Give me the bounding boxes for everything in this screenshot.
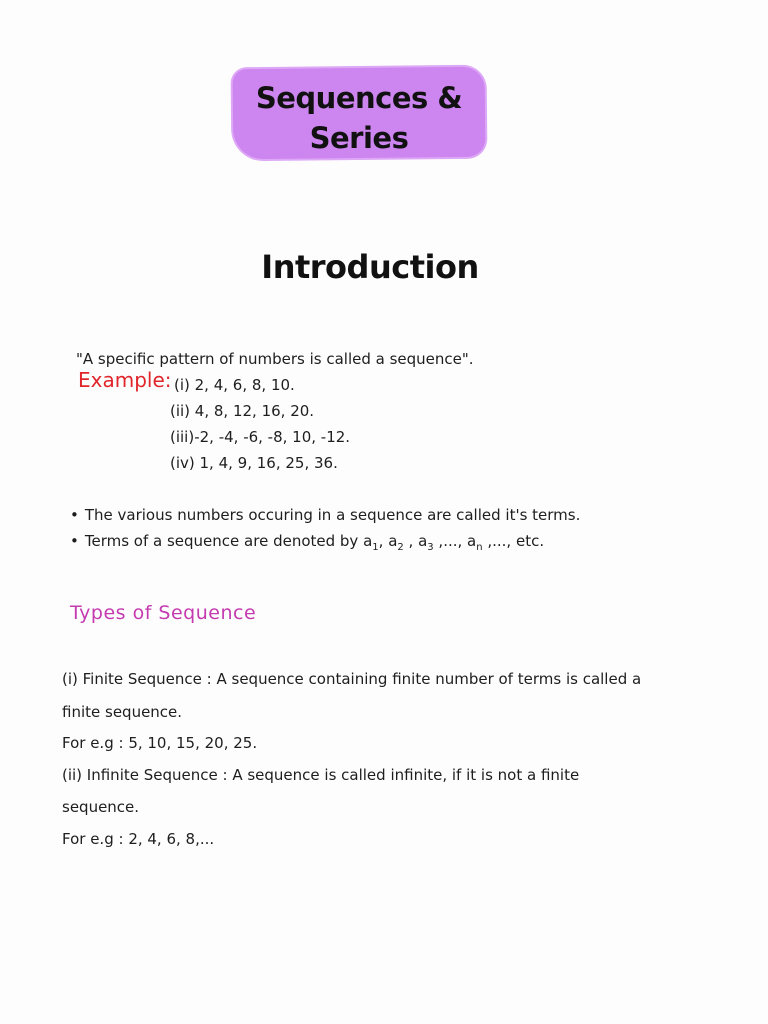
finite-definition-line-1: (i) Finite Sequence : A sequence containing finite number of terms is called a	[62, 670, 642, 688]
bullet-dot: •	[70, 506, 79, 524]
infinite-example: For e.g : 2, 4, 6, 8,...	[62, 830, 215, 848]
example-item-2: (ii) 4, 8, 12, 16, 20.	[170, 402, 315, 420]
example-item-4: (iv) 1, 4, 9, 16, 25, 36.	[170, 454, 338, 472]
definition-text: "A specific pattern of numbers is called a sequence".	[76, 350, 474, 368]
bullet-notation: • Terms of a sequence are denoted by $a_1$, $a_2$ , $a_3$ ,..., $a_n$ ,..., etc.	[70, 532, 545, 553]
bullet-text: Terms of a sequence are denoted by	[84, 532, 364, 550]
types-heading: Types of Sequence	[70, 602, 257, 624]
term-a1: $a_1$	[363, 532, 379, 553]
example-item-3: (iii)-2, -4, -6, -8, 10, -12.	[170, 428, 351, 446]
infinite-definition-line-2: sequence.	[62, 798, 140, 816]
finite-example: For e.g : 5, 10, 15, 20, 25.	[62, 734, 258, 752]
title-line-2: Series	[309, 121, 409, 155]
page-title	[233, 78, 485, 158]
bullet-text: The various numbers occuring in a sequence are called it's terms.	[84, 506, 581, 524]
section-heading: Introduction	[261, 248, 479, 286]
term-an: $a_n$	[467, 532, 483, 553]
example-item-1: (i) 2, 4, 6, 8, 10.	[174, 376, 295, 394]
finite-definition-line-2: finite sequence.	[62, 703, 183, 721]
title-line-1: Sequences &	[255, 81, 463, 115]
infinite-definition-line-1: (ii) Infinite Sequence : A sequence is called infinite, if it is not a finite	[62, 766, 580, 784]
term-a3: $a_3$	[418, 532, 434, 553]
bullet-terms	[70, 505, 580, 525]
term-a2: $a_2$	[388, 532, 404, 553]
bullet-dot: •	[70, 532, 79, 550]
example-label: Example:	[78, 368, 172, 392]
